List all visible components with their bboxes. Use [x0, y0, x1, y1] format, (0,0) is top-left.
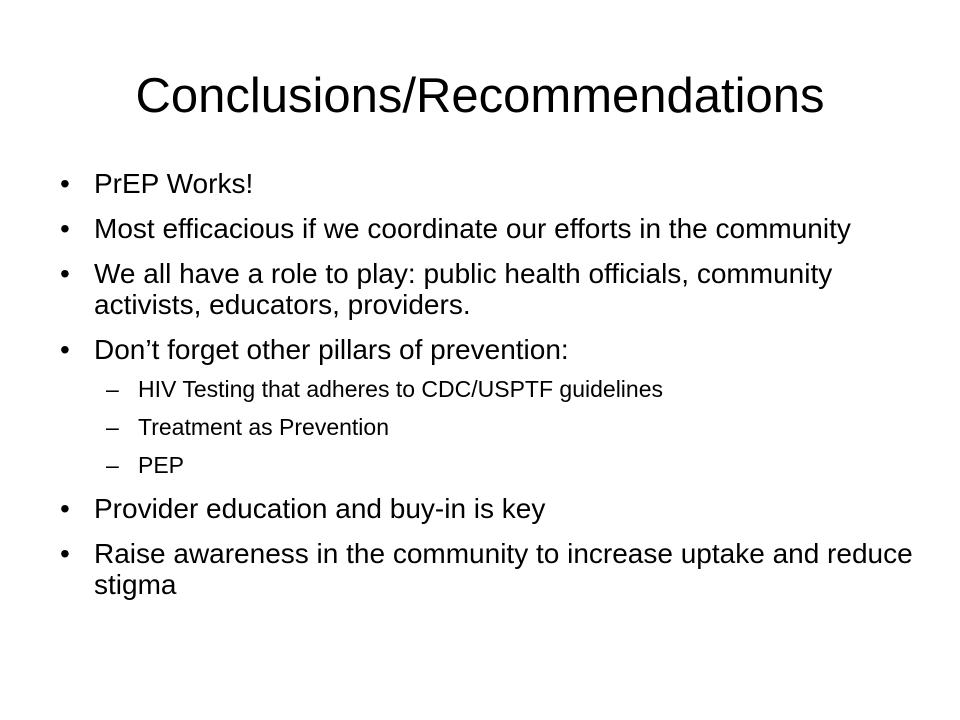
bullet-item — [60, 258, 920, 320]
bullet-mark: • — [60, 538, 70, 569]
dash-mark: – — [106, 414, 119, 440]
sub-bullet-text: HIV Testing that adheres to CDC/USPTF guidelines — [138, 376, 663, 402]
sub-bullet-list — [60, 375, 920, 479]
sub-bullet-item — [60, 451, 920, 479]
bullet-mark: • — [60, 493, 70, 524]
bullet-text: Most efficacious if we coordinate our efforts in the community — [94, 213, 851, 244]
bullet-text: Provider education and buy-in is key — [94, 493, 546, 524]
bullet-item — [60, 493, 920, 524]
bullet-item — [60, 538, 920, 600]
bullet-text: Raise awareness in the community to increase uptake and reduce stigma — [94, 538, 913, 600]
sub-bullet-text: PEP — [138, 452, 185, 478]
bullet-mark: • — [60, 168, 70, 199]
sub-bullet-text: Treatment as Prevention — [138, 414, 389, 440]
bullet-item — [60, 168, 920, 199]
bullet-text: PrEP Works! — [94, 168, 254, 199]
sub-bullet-item — [60, 375, 920, 403]
bullet-mark: • — [60, 213, 70, 244]
dash-mark: – — [106, 452, 119, 478]
slide-title: Conclusions/Recommendations — [135, 69, 825, 123]
dash-mark: – — [106, 376, 119, 402]
bullet-item — [60, 213, 920, 244]
bullet-mark: • — [60, 334, 70, 365]
bullet-text: Don’t forget other pillars of prevention: — [94, 334, 569, 365]
sub-bullet-item — [60, 413, 920, 441]
bullet-item — [60, 334, 920, 365]
bullet-mark: • — [60, 258, 70, 289]
slide-body — [60, 168, 920, 600]
bullet-text: We all have a role to play: public health officials, community activists, educators, providers. — [94, 258, 833, 320]
